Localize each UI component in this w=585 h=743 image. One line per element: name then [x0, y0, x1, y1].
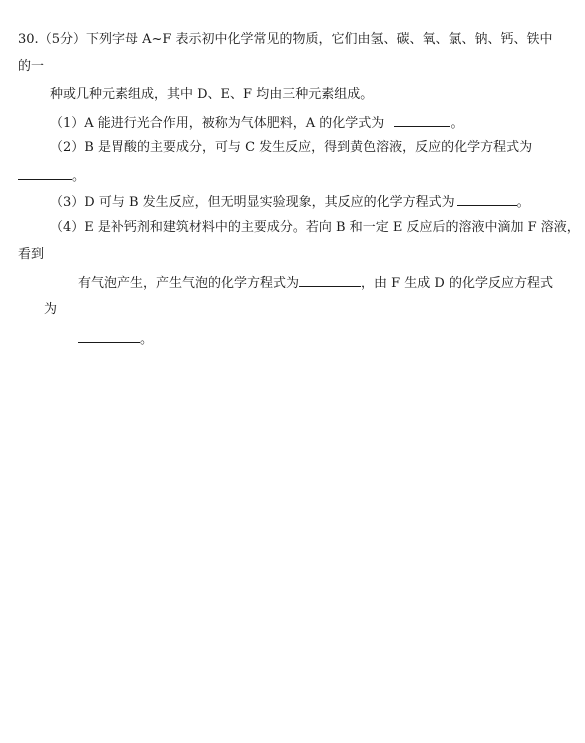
sub-question-4-answer-line — [78, 329, 153, 349]
sub-question-4-line3b: ，由 F 生成 D 的化学反应方程式 — [361, 276, 553, 291]
question-number: 30. — [18, 32, 39, 47]
sub-question-3-end: 。 — [516, 195, 530, 210]
sub-question-1-end: 。 — [450, 116, 464, 131]
answer-blank-5[interactable] — [78, 329, 140, 343]
sub-question-4-line3 — [78, 273, 553, 293]
question-header-line — [18, 31, 553, 49]
answer-blank-3[interactable] — [457, 192, 517, 206]
sub-question-3 — [50, 192, 530, 212]
sub-question-4-end: 。 — [140, 332, 154, 347]
answer-blank-4[interactable] — [299, 273, 361, 287]
question-score: （5分） — [38, 32, 86, 47]
sub-question-4-wrap: 看到 — [18, 247, 45, 262]
sub-question-4 — [50, 219, 580, 237]
sub-question-4-line4: 为 — [44, 302, 58, 317]
sub-question-2-end: 。 — [72, 169, 86, 184]
question-stem: 下列字母 A~F 表示初中化学常见的物质，它们由氢、碳、氧、氯、钠、钙、铁中 — [85, 32, 553, 47]
answer-blank-1[interactable] — [394, 113, 450, 127]
sub-question-1 — [50, 113, 463, 133]
answer-blank-2[interactable] — [18, 166, 72, 180]
sub-question-4-line1: （4）E 是补钙剂和建筑材料中的主要成分。若向 B 和一定 E 反应后的溶液中滴加 F 溶液， — [50, 220, 580, 235]
sub-question-2 — [50, 139, 532, 157]
question-stem-wrap: 的一 — [18, 59, 45, 74]
sub-question-2-text: （2）B 是胃酸的主要成分，可与 C 发生反应，得到黄色溶液，反应的化学方程式为 — [50, 140, 533, 155]
sub-question-2-answer-line — [18, 166, 85, 186]
question-stem-continued: 种或几种元素组成，其中 D、E、F 均由三种元素组成。 — [50, 87, 374, 102]
sub-question-1-text: （1）A 能进行光合作用，被称为气体肥料，A 的化学式为 — [50, 116, 385, 131]
sub-question-3-text: （3）D 可与 B 发生反应，但无明显实验现象，其反应的化学方程式为 — [50, 195, 455, 210]
sub-question-4-line3a: 有气泡产生，产生气泡的化学方程式为 — [78, 276, 300, 291]
